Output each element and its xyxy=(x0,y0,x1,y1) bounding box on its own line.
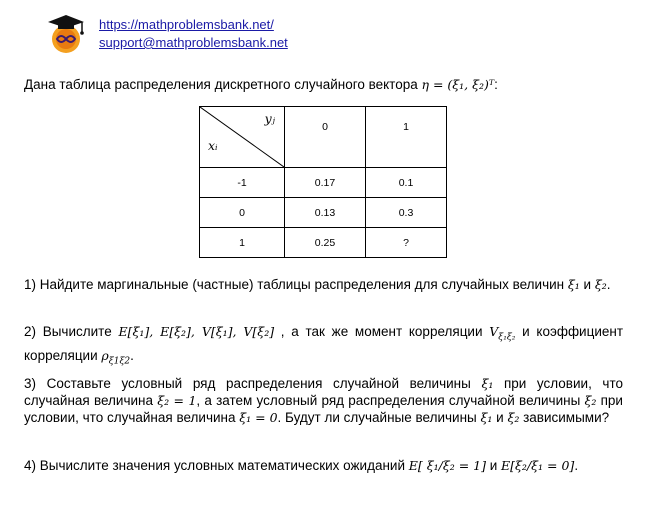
distribution-table xyxy=(199,106,447,258)
task-4: 4) Вычислите значения условных математических ожиданий E[ ξ₁/ξ₂ = 1] и E[ξ₂/ξ₁ = 0]. xyxy=(24,458,579,473)
task-2: 2) Вычислите E[ξ₁], E[ξ₂], V[ξ₁], V[ξ₂] , а так же момент корреляции $V_{\xi_1\xi_2}$ и коэффициент корреляции $\rho_{\xi 1\xi 2}$. xyxy=(24,324,624,367)
column-header-1: 1 xyxy=(366,107,447,168)
table-row xyxy=(200,228,447,258)
column-variable-label: yⱼ xyxy=(264,111,275,126)
row-variable-label: xᵢ xyxy=(208,138,218,153)
table-cell: 0.17 xyxy=(285,168,366,198)
table-row xyxy=(200,168,447,198)
table-cell: ? xyxy=(366,228,447,258)
site-link[interactable]: https://mathproblemsbank.net/ xyxy=(99,17,274,32)
task-3: 3) Составьте условный ряд распределения случайной величины ξ₁ при условии, что случайная величина ξ₂ = 1, а затем условный ряд распределения случайной величины ξ₂ при условии, что случайная величина ξ₁ = 0. Будут ли случайные величины ξ₁ и ξ₂ зависимыми? xyxy=(24,376,623,425)
column-header-0: 0 xyxy=(285,107,366,168)
row-header: -1 xyxy=(200,168,285,198)
row-header: 1 xyxy=(200,228,285,258)
vector-formula: η = (ξ₁, ξ₂)ᵀ xyxy=(421,77,495,92)
table-row xyxy=(200,198,447,228)
table-corner-cell xyxy=(200,107,285,168)
table-cell: 0.13 xyxy=(285,198,366,228)
email-link[interactable]: support@mathproblemsbank.net xyxy=(99,35,288,50)
header xyxy=(44,12,324,54)
task-1: 1) Найдите маргинальные (частные) таблицы распределения для случайных величин ξ₁ и ξ₂. xyxy=(24,277,611,292)
table-cell: 0.1 xyxy=(366,168,447,198)
row-header: 0 xyxy=(200,198,285,228)
table-cell: 0.25 xyxy=(285,228,366,258)
table-cell: 0.3 xyxy=(366,198,447,228)
intro-paragraph: Дана таблица распределения дискретного случайного вектора η = (ξ₁, ξ₂)ᵀ: xyxy=(24,77,498,92)
logo-icon xyxy=(44,12,90,54)
